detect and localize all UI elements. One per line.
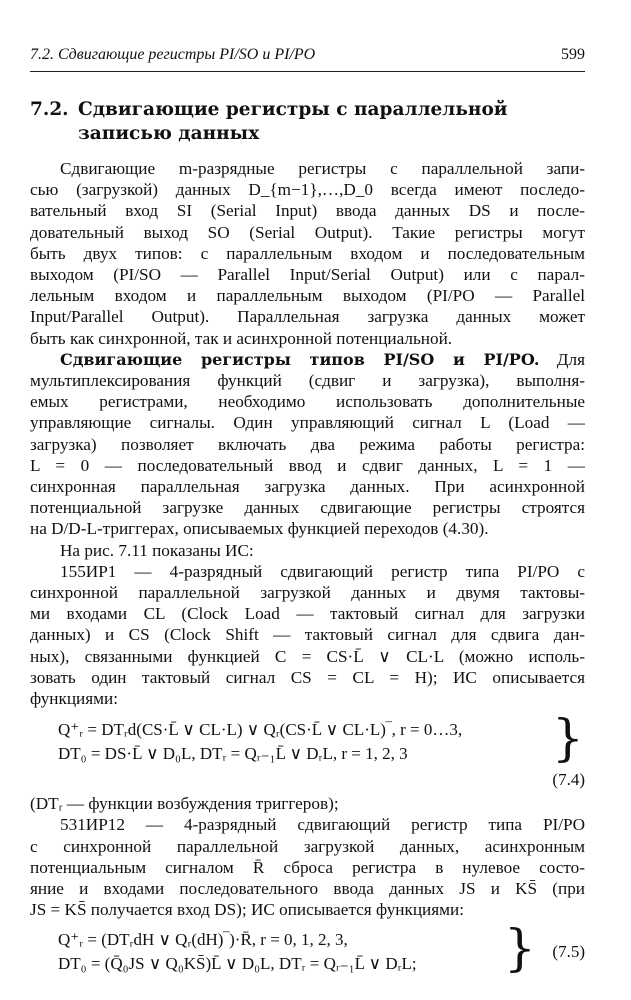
text-line: функциями: — [30, 689, 119, 709]
text-line: выходом (PI/SO — Parallel Input/Serial Output) или с парал- — [30, 265, 585, 285]
text-line — [30, 349, 585, 370]
text-line: быть как синхронной, так и асинхронной потенциальной. — [30, 328, 453, 348]
text-line: синхронной параллельной загрузкой данных и двумя тактовы- — [30, 583, 585, 603]
text-line: данных) и CS (Clock Shift — тактовый сигнал для сдвига дан- — [30, 625, 585, 645]
text-fragment: Для — [539, 349, 585, 369]
text-line: 155ИР1 — 4-разрядный сдвигающий регистр типа PI/PO с — [60, 561, 585, 581]
run-in-heading: Сдвигающие регистры типов PI/SO и PI/PO. — [60, 349, 540, 369]
page-number: 599 — [561, 46, 585, 63]
text-line: сью (загрузкой) данных D_{m−1},…,D_0 всегда имеют последо- — [30, 180, 585, 200]
text-line: потенциальной загрузке данных сдвигающие регистры строятся — [30, 498, 585, 518]
section-title-line2: записью данных — [78, 123, 260, 144]
equation-row: Q⁺ᵣ = (DTᵣdH ∨ Qᵣ(dH)‾)·R̄, r = 0, 1, 2, 3, — [58, 929, 348, 949]
text-line: мультиплексирования функций (сдвиг и загрузка), выполня- — [30, 371, 585, 391]
text-line: зовать один тактовый сигнал CS = CL = H); ИС описывается — [30, 667, 585, 687]
text-line: емых регистрами, необходимо использовать дополнительные — [30, 392, 585, 412]
text-line: На рис. 7.11 показаны ИС: — [60, 540, 254, 560]
brace-symbol: } — [552, 709, 584, 768]
paragraph-excitation — [30, 793, 585, 814]
text-line: 531ИР12 — 4-разрядный сдвигающий регистр типа PI/PO — [60, 815, 585, 835]
equation-number: (7.4) — [552, 770, 585, 790]
paragraph-figure-ref — [30, 540, 585, 561]
text-line: быть двух типов: с параллельным входом и последовательным — [30, 243, 585, 263]
text-line: ми входами CL (Clock Load — тактовый сигнал для загрузки — [30, 604, 585, 624]
book-page — [30, 0, 585, 1000]
paragraph-ir1 — [30, 561, 585, 709]
text-line: L = 0 — последовательный ввод и сдвиг данных, L = 1 — — [30, 455, 585, 475]
header-rule — [30, 71, 585, 72]
text-line: на D/D-L-триггерах, описываемых функцией переходов (4.30). — [30, 519, 489, 539]
running-title: 7.2. Сдвигающие регистры PI/SO и PI/PO — [30, 46, 316, 63]
paragraph-ir12 — [30, 814, 585, 920]
equation-7-4 — [30, 709, 585, 793]
equation-row: DT₀ = DS·L̄ ∨ D₀L, DTᵣ = Qᵣ₋₁L̄ ∨ DᵣL, r = 1, 2, 3 — [58, 744, 408, 764]
text-line: потенциальным сигналом R̄ сброса регистра в нулевое состо- — [30, 857, 585, 877]
section-title-line1: Сдвигающие регистры с параллельной — [78, 99, 508, 120]
section-heading — [30, 98, 585, 146]
brace-symbol: } — [504, 918, 536, 977]
text-line: синхронная параллельная загрузка данных. При асинхронной — [30, 477, 585, 497]
text-line: управляющие сигналы. Один управляющий сигнал L (Load — — [30, 413, 585, 433]
text-line: ных), связанными функцией C = CS·L̄ ∨ CL·L (можно исполь- — [30, 646, 585, 666]
paragraph-types — [30, 349, 585, 540]
running-header — [30, 46, 585, 68]
text-line: с синхронной параллельной загрузкой данных, асинхронным — [30, 836, 585, 856]
text-line: загрузка) позволяет включать два режима работы регистра: — [30, 434, 585, 454]
text-line: довательный выход SO (Serial Output). Такие регистры могут — [30, 222, 585, 242]
text-line: вательный вход SI (Serial Input) ввода данных DS и после- — [30, 201, 585, 221]
text-line: (DTᵣ — функции возбуждения триггеров); — [30, 794, 339, 814]
paragraph-intro — [30, 158, 585, 349]
text-line: Input/Parallel Output). Параллельная загрузка данных может — [30, 307, 585, 327]
equation-row: Q⁺ᵣ = DTᵣd(CS·L̄ ∨ CL·L) ∨ Qᵣ(CS·L̄ ∨ CL·L)‾, r = 0…3, — [58, 720, 463, 740]
equation-7-5 — [30, 918, 585, 983]
equation-row: DT₀ = (Q̄₀JS ∨ Q₀KS̄)L̄ ∨ D₀L, DTᵣ = Qᵣ₋₁L̄ ∨ DᵣL; — [58, 953, 417, 973]
text-line: Сдвигающие m-разрядные регистры с параллельной запи- — [60, 159, 585, 178]
body-text — [30, 158, 585, 983]
text-line: JS = KS̄ получается вход DS); ИС описывается функциями: — [30, 900, 464, 920]
text-line: лельным входом и параллельным выходом (PI/PO — Parallel — [30, 286, 585, 306]
text-line: яние и входами последовательного ввода данных JS и KS̄ (при — [30, 879, 585, 899]
equation-number: (7.5) — [552, 941, 585, 961]
section-number: 7.2. — [30, 99, 69, 120]
